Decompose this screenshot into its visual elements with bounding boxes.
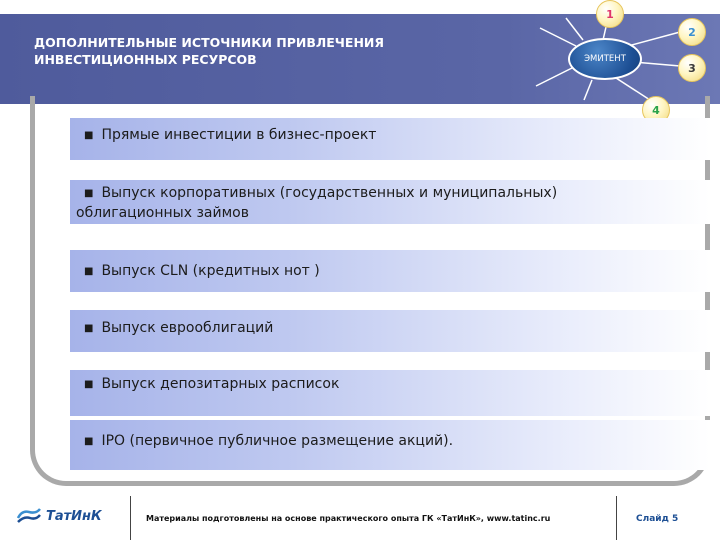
tatinc-logo-icon <box>16 506 42 526</box>
square-bullet-icon: ■ <box>84 436 94 447</box>
node-3 <box>678 54 706 82</box>
list-item <box>70 310 710 352</box>
title-line-2: ИНВЕСТИЦИОННЫХ РЕСУРСОВ <box>34 52 257 67</box>
title-line-1: ДОПОЛНИТЕЛЬНЫЕ ИСТОЧНИКИ ПРИВЛЕЧЕНИЯ <box>34 35 384 50</box>
emitent-node <box>568 38 642 80</box>
square-bullet-icon: ■ <box>84 323 94 334</box>
list-item <box>70 250 710 292</box>
slide-number: Слайд 5 <box>636 514 679 524</box>
list-item-text: Выпуск еврооблигаций <box>101 320 274 336</box>
node-4-label: 4 <box>652 103 660 117</box>
footer-divider-right <box>616 496 617 540</box>
list-item <box>70 180 710 224</box>
footer-divider-left <box>130 496 131 540</box>
square-bullet-icon: ■ <box>84 188 94 199</box>
list-item-text-continued: облигационных займов <box>76 205 249 221</box>
list-item-text: Выпуск депозитарных расписок <box>101 376 340 392</box>
list-item-text: Прямые инвестиции в бизнес-проект <box>101 127 377 143</box>
list-item <box>70 118 710 160</box>
tatinc-logo <box>16 504 116 528</box>
node-2 <box>678 18 706 46</box>
emitent-label: ЭМИТЕНТ <box>584 54 626 64</box>
node-2-label: 2 <box>688 25 696 39</box>
square-bullet-icon: ■ <box>84 379 94 390</box>
page-title <box>34 34 454 68</box>
list-item-text: Выпуск корпоративных (государственных и муниципальных) <box>101 185 558 201</box>
square-bullet-icon: ■ <box>84 266 94 277</box>
node-1-label: 1 <box>606 7 614 21</box>
node-1 <box>596 0 624 28</box>
node-3-label: 3 <box>688 61 696 75</box>
list-item <box>70 370 710 416</box>
square-bullet-icon: ■ <box>84 130 94 141</box>
footer-note: Материалы подготовлены на основе практического опыта ГК «ТатИнК», www.tatinc.ru <box>146 514 551 523</box>
list-item-text: Выпуск CLN (кредитных нот ) <box>101 263 320 279</box>
list-item-text: IPO (первичное публичное размещение акций). <box>101 433 454 449</box>
list-item <box>70 420 710 470</box>
logo-text: ТатИнК <box>46 508 102 524</box>
